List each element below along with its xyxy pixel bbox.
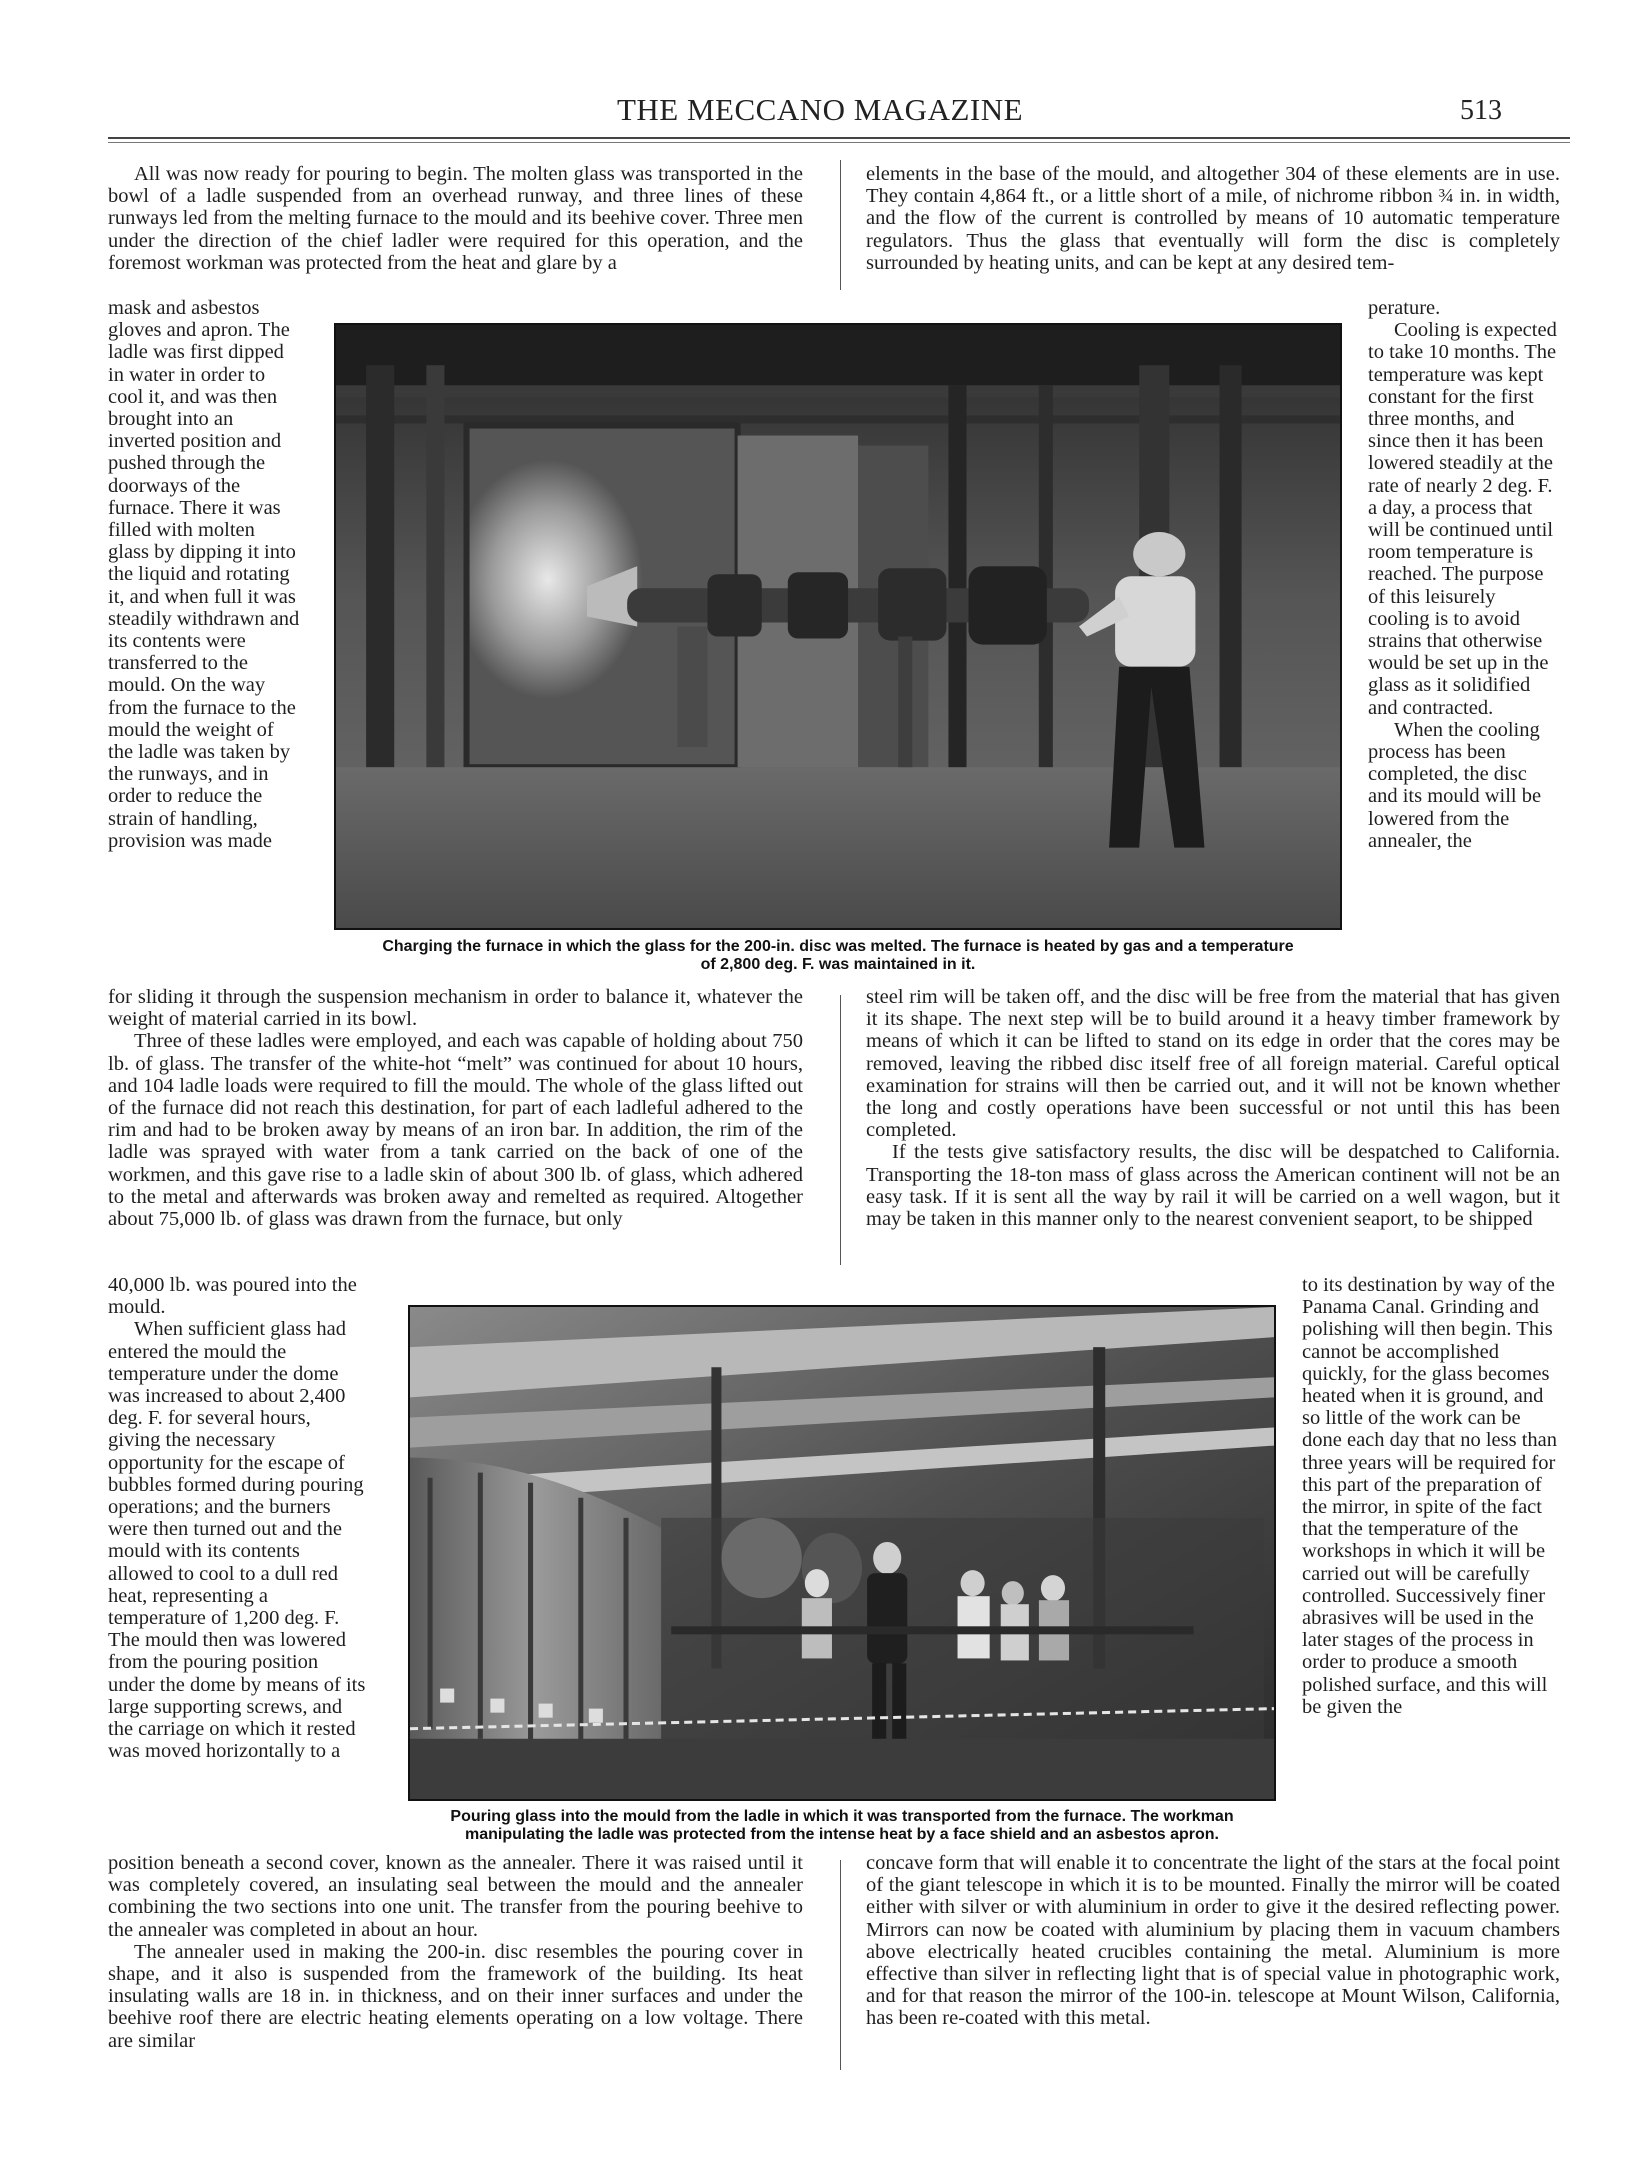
- paragraph: When the cooling process has been completed, the disc and its mould will be lowered from the annealer, the: [1368, 718, 1542, 852]
- furnace-photo-caption: [330, 938, 1346, 974]
- left-bottom-text: [108, 1852, 803, 2052]
- caption-line: manipulating the ladle was protected from the intense heat by a face shield and an asbestos apron.: [465, 1826, 1219, 1843]
- caption-line: Pouring glass into the mould from the ladle in which it was transported from the furnace. The workman: [450, 1808, 1234, 1825]
- column-divider-bottom: [840, 1860, 841, 2070]
- left-narrow-text-b: [108, 1274, 366, 1762]
- paragraph: mask and asbestos gloves and apron. The ladle was first dipped in water in order to cool it, and was then brought into an inverted position and pushed through the doorways of the furnace. There it was filled with molten glass by dipping it into the liquid and rotating it, and when full it was steadily withdrawn and its contents were transferred to the mould. On the way from the furnace to the mould the weight of the ladle was taken by the runways, and in order to reduce the strain of handling, provision was made: [108, 297, 300, 852]
- right-narrow-text-b: [1302, 1274, 1560, 1718]
- column-divider-top: [840, 160, 841, 290]
- paragraph: Cooling is expected to take 10 months. The temperature was kept constant for the first three months, and since then it has been lowered steadily at the rate of nearly 2 deg. F. a day, a process that will be continued until room temperature is reached. The purpose of this leisurely cooling is to avoid strains that otherwise would be set up in the glass as it solidified and contracted.: [1368, 319, 1557, 719]
- furnace-photo-image: [336, 325, 1340, 928]
- paragraph: All was now ready for pouring to begin. The molten glass was transported in the bowl of a ladle suspended from an overhead runway, and three lines of these runways led from the melting furnace to the mould and its beehive cover. Three men under the direction of the chief ladler were required for this operation, and the foremost workman was protected from the heat and glare by a: [108, 163, 803, 274]
- right-middle-text: [866, 986, 1560, 1230]
- magazine-title: THE MECCANO MAGAZINE: [616, 92, 1024, 127]
- paragraph: perature.: [1368, 297, 1441, 319]
- column-divider-middle: [840, 995, 841, 1265]
- right-narrow-text-a: [1368, 297, 1560, 852]
- right-top-text: [866, 163, 1560, 274]
- left-narrow-text-a: [108, 297, 300, 852]
- paragraph: If the tests give satisfactory results, the disc will be despatched to California. Transporting the 18-ton mass of glass across the American continent will not be an easy task. If it is sent all the way by rail it will be carried on a well wagon, but it may be taken in this manner only to the nearest convenient seaport, to be shipped: [866, 1141, 1560, 1231]
- header-rule: [108, 137, 1570, 139]
- caption-line: of 2,800 deg. F. was maintained in it.: [700, 956, 976, 973]
- left-top-text: [108, 163, 803, 274]
- paragraph: The annealer used in making the 200-in. disc resembles the pouring cover in shape, and it also is suspended from the framework of the building. Its heat insulating walls are 18 in. in thickness, and on their inner surfaces and under the beehive roof there are electric heating elements operating on a low voltage. There are similar: [108, 1940, 803, 2052]
- pouring-photo-caption: [402, 1808, 1282, 1844]
- paragraph: position beneath a second cover, known as the annealer. There it was raised until it was completely covered, an insulating seal between the mould and the annealer combining the two sections into one unit. The transfer from the pouring beehive to the annealer was completed in about an hour.: [108, 1852, 803, 1941]
- furnace-photo: [334, 323, 1342, 930]
- paragraph: concave form that will enable it to concentrate the light of the stars at the focal point of the giant telescope in which it is to be mounted. Finally the mirror will be coated either with silver or with aluminium in order to give it the desired reflecting power. Mirrors can now be coated with aluminium by placing them in vacuum chambers above electrically heated crucibles containing the metal. Aluminium is more effective than silver in reflecting light that is of special value in photographic work, and for that reason the mirror of the 100-in. telescope at Mount Wilson, California, has been re-coated with this metal.: [866, 1852, 1560, 2030]
- caption-line: Charging the furnace in which the glass for the 200-in. disc was melted. The furnace is heated by gas and a temperature: [382, 938, 1294, 955]
- paragraph: When sufficient glass had entered the mould the temperature under the dome was increased to about 2,400 deg. F. for several hours, giving the necessary opportunity for the escape of bubbles formed during pouring operations; and the burners were then turned out and the mould with its contents allowed to cool to a dull red heat, representing a temperature of 1,200 deg. F. The mould then was lowered from the pouring position under the dome by means of its large supporting screws, and the carriage on which it rested was moved horizontally to a: [108, 1318, 366, 1763]
- right-bottom-text: [866, 1852, 1560, 2030]
- paragraph: steel rim will be taken off, and the disc will be free from the material that has given it its shape. The next step will be to build around it a heavy timber framework by means of which it can be lifted to stand on its edge in order that the cores may be removed, leaving the ribbed disc itself free of all foreign material. Careful optical examination for strains will then be carried out, and it will not be known whether the long and costly operations have been successful or not until this has been completed.: [866, 986, 1560, 1142]
- page-number: 513: [1460, 95, 1502, 126]
- paragraph: elements in the base of the mould, and altogether 304 of these elements are in use. They contain 4,864 ft., or a little short of a mile, of nichrome ribbon ¾ in. in width, and the flow of the current is controlled by means of 10 automatic temperature regulators. Thus the glass that eventually will form the disc is completely surrounded by heating units, and can be kept at any desired tem-: [866, 163, 1560, 274]
- pouring-photo-image: [410, 1307, 1274, 1799]
- pouring-photo: [408, 1305, 1276, 1801]
- paragraph: for sliding it through the suspension mechanism in order to balance it, whatever the weight of material carried in its bowl.: [108, 986, 803, 1031]
- paragraph: 40,000 lb. was poured into the mould.: [108, 1274, 357, 1319]
- paragraph: to its destination by way of the Panama Canal. Grinding and polishing will then begin. This cannot be accomplished quickly, for the glass becomes heated when it is ground, and so little of the work can be done each day that no less than three years will be required for this part of the preparation of the mirror, in spite of the fact that the temperature of the workshops in which it will be carried out will be carefully controlled. Successively finer abrasives will be used in the later stages of the process in order to produce a smooth polished surface, and this will be given the: [1302, 1274, 1558, 1718]
- left-middle-text: [108, 986, 803, 1230]
- paragraph: Three of these ladles were employed, and each was capable of holding about 750 lb. of glass. The transfer of the white-hot “melt” was continued for about 10 hours, and 104 ladle loads were required to fill the mould. The whole of the glass lifted out of the furnace did not reach this destination, for part of each ladleful adhered to the rim and had to be broken away by means of an iron bar. In addition, the rim of the ladle was sprayed with water from a tank carried on the back of one of the workmen, and this gave rise to a ladle skin of about 300 lb. of glass, which adhered to the metal and afterwards was broken away and remelted as required. Altogether about 75,000 lb. of glass was drawn from the furnace, but only: [108, 1030, 803, 1231]
- header-rule-thin: [108, 142, 1570, 143]
